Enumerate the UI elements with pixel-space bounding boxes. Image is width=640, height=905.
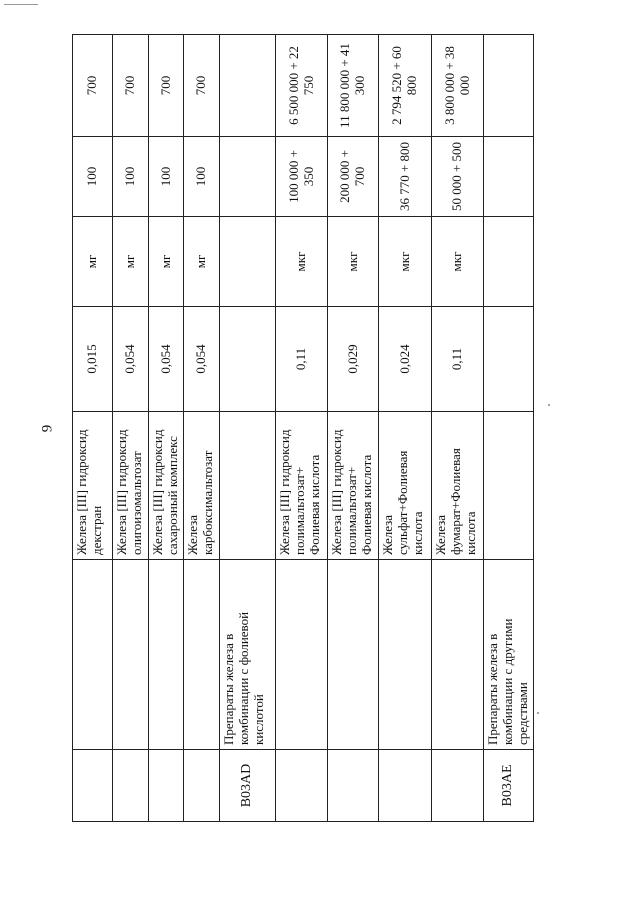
group-name-cell — [149, 560, 184, 750]
unit-cell: мкг — [432, 217, 484, 307]
group-name-cell: Препараты железа в комбинации с другими средствами — [484, 560, 534, 750]
total-cell: 700 — [149, 35, 184, 137]
value-cell: 0,11 — [432, 307, 484, 412]
total-cell: 3 800 000 + 38 000 — [432, 35, 484, 137]
group-name-cell — [328, 560, 379, 750]
table-row — [73, 35, 113, 822]
drug-table — [72, 34, 534, 822]
total-cell: 11 800 000 + 41 300 — [328, 35, 379, 137]
scan-speck — [548, 404, 550, 406]
atc-code-cell — [276, 750, 328, 822]
rotated-table-container — [72, 35, 530, 822]
table-row — [220, 35, 276, 822]
group-name-cell: Препараты железа в комбинации с фолиевой кислотой — [220, 560, 276, 750]
group-name-cell — [276, 560, 328, 750]
total-cell: 6 500 000 + 22 750 — [276, 35, 328, 137]
total-cell: 700 — [73, 35, 113, 137]
quantity-cell: 100 — [73, 137, 113, 217]
value-cell: 0,054 — [113, 307, 149, 412]
scan-artifact — [4, 4, 38, 5]
value-cell: 0,11 — [276, 307, 328, 412]
quantity-cell: 200 000 + 700 — [328, 137, 379, 217]
table-row — [113, 35, 149, 822]
table-body — [73, 35, 534, 822]
substance-name-cell: Железа карбоксимальтозат — [184, 412, 220, 560]
value-cell: 0,029 — [328, 307, 379, 412]
total-cell: 2 794 520 + 60 800 — [379, 35, 432, 137]
group-name-cell — [432, 560, 484, 750]
table-row — [276, 35, 328, 822]
substance-name-cell: Железа [III] гидроксид декстран — [73, 412, 113, 560]
table-row — [149, 35, 184, 822]
unit-cell: мкг — [379, 217, 432, 307]
value-cell: 0,054 — [184, 307, 220, 412]
page-number: 9 — [39, 424, 56, 433]
substance-name-cell: Железа [III] гидроксид олигоизомальтозат — [113, 412, 149, 560]
substance-name-cell: Железа [III] гидроксид полимальтозат+ Фолиевая кислота — [276, 412, 328, 560]
total-cell: 700 — [184, 35, 220, 137]
atc-code-cell — [184, 750, 220, 822]
table-row — [379, 35, 432, 822]
quantity-cell — [484, 137, 534, 217]
value-cell: 0,024 — [379, 307, 432, 412]
atc-code-cell — [379, 750, 432, 822]
total-cell: 700 — [113, 35, 149, 137]
atc-code-cell — [73, 750, 113, 822]
total-cell — [220, 35, 276, 137]
unit-cell: мкг — [276, 217, 328, 307]
atc-code-cell — [149, 750, 184, 822]
substance-name-cell: Железа фумарат+Фолиевая кислота — [432, 412, 484, 560]
quantity-cell: 50 000 + 500 — [432, 137, 484, 217]
quantity-cell: 100 — [149, 137, 184, 217]
table-row — [432, 35, 484, 822]
quantity-cell: 100 000 + 350 — [276, 137, 328, 217]
group-name-cell — [113, 560, 149, 750]
substance-name-cell: Железа [III] гидроксид сахарозный комплекс — [149, 412, 184, 560]
quantity-cell — [220, 137, 276, 217]
substance-name-cell — [484, 412, 534, 560]
atc-code-cell — [432, 750, 484, 822]
value-cell — [220, 307, 276, 412]
table-row — [328, 35, 379, 822]
substance-name-cell — [220, 412, 276, 560]
unit-cell: мг — [113, 217, 149, 307]
unit-cell: мг — [184, 217, 220, 307]
unit-cell: мг — [149, 217, 184, 307]
unit-cell: мг — [73, 217, 113, 307]
scan-speck — [537, 712, 539, 714]
group-name-cell — [73, 560, 113, 750]
table-row — [484, 35, 534, 822]
atc-code-cell — [328, 750, 379, 822]
quantity-cell: 36 770 + 800 — [379, 137, 432, 217]
substance-name-cell: Железа сульфат+Фолиевая кислота — [379, 412, 432, 560]
atc-code-cell: B03AE — [484, 750, 534, 822]
value-cell: 0,054 — [149, 307, 184, 412]
substance-name-cell: Железа [III] гидроксид полимальтозат+ Фолиевая кислота — [328, 412, 379, 560]
unit-cell — [484, 217, 534, 307]
quantity-cell: 100 — [113, 137, 149, 217]
atc-code-cell — [113, 750, 149, 822]
value-cell: 0,015 — [73, 307, 113, 412]
table-row — [184, 35, 220, 822]
quantity-cell: 100 — [184, 137, 220, 217]
unit-cell — [220, 217, 276, 307]
group-name-cell — [184, 560, 220, 750]
total-cell — [484, 35, 534, 137]
atc-code-cell: B03AD — [220, 750, 276, 822]
value-cell — [484, 307, 534, 412]
unit-cell: мкг — [328, 217, 379, 307]
group-name-cell — [379, 560, 432, 750]
